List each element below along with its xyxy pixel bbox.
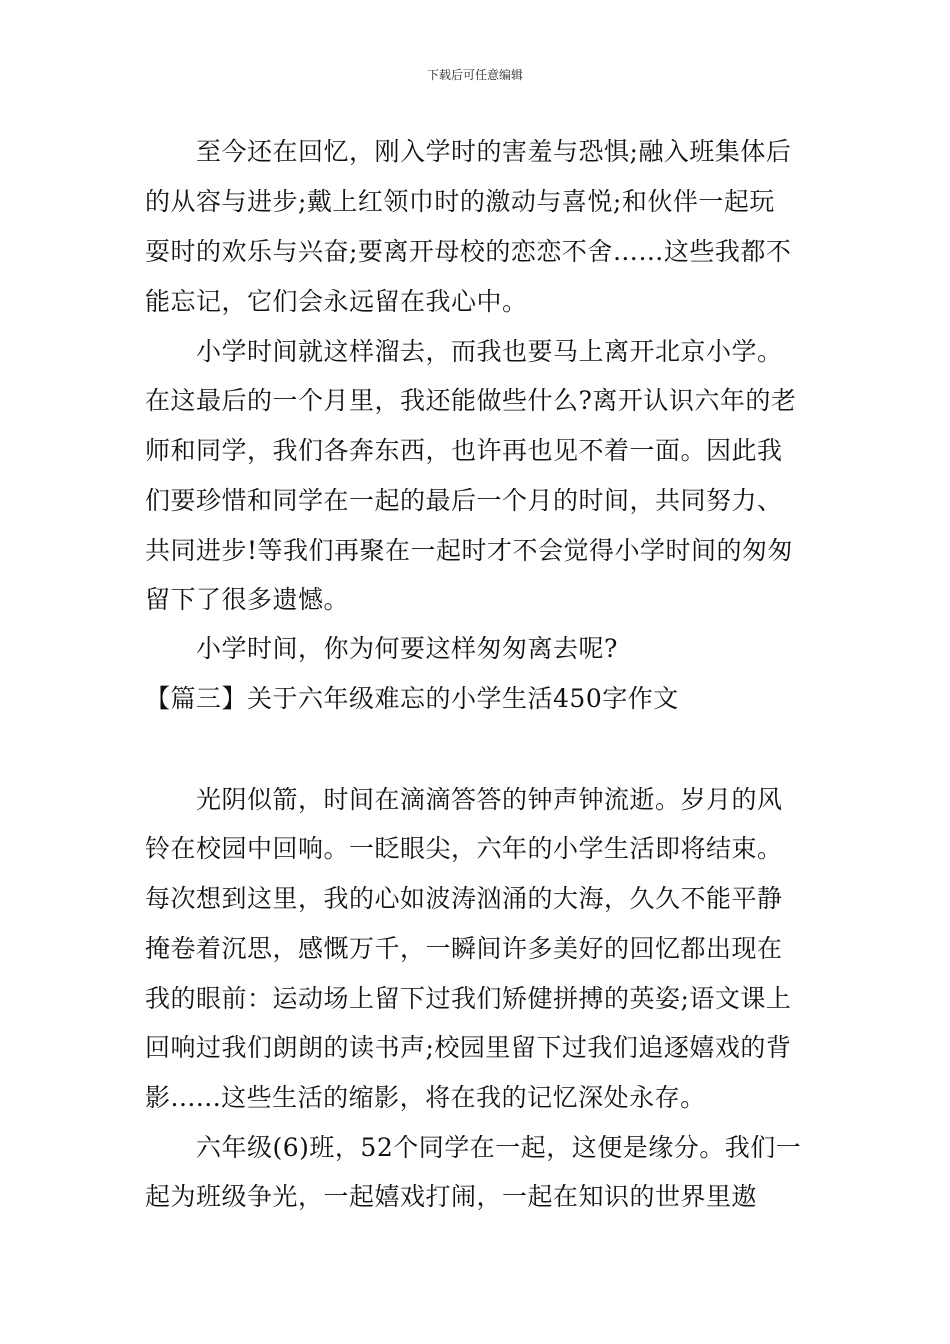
paragraph-line: 每次想到这里，我的心如波涛汹涌的大海，久久不能平静 (145, 884, 783, 913)
paragraph-line: 耍时的欢乐与兴奋;要离开母校的恋恋不舍……这些我都不 (145, 237, 792, 266)
paragraph-line: 影......这些生活的缩影，将在我的记忆深处永存。 (145, 1083, 706, 1112)
paragraph-line: 起为班级争光，一起嬉戏打闹，一起在知识的世界里遨 (145, 1182, 758, 1211)
paragraph-line: 铃在校园中回响。一眨眼尖，六年的小学生活即将结束。 (145, 834, 783, 863)
header-note: 下载后可任意编辑 (426, 68, 523, 82)
paragraph-line: 留下了很多遗憾。 (145, 585, 350, 614)
paragraph-line: 在这最后的一个月里，我还能做些什么?离开认识六年的老 (145, 386, 797, 415)
paragraph-line: 我的眼前：运动场上留下过我们矫健拼搏的英姿;语文课上 (145, 984, 792, 1013)
paragraph-line: 能忘记，它们会永远留在我心中。 (145, 287, 528, 316)
paragraph-line: 的从容与进步;戴上红领巾时的激动与喜悦;和伙伴一起玩 (145, 187, 775, 216)
paragraph-line: 掩卷着沉思，感慨万千，一瞬间许多美好的回忆都出现在 (145, 934, 783, 963)
paragraph-line: 共同进步!等我们再聚在一起时才不会觉得小学时间的匆匆 (145, 536, 794, 565)
paragraph-line: 至今还在回忆，刚入学时的害羞与恐惧;融入班集体后 (196, 137, 792, 166)
paragraph-line: 光阴似箭，时间在滴滴答答的钟声钟流逝。岁月的风 (196, 785, 783, 814)
paragraph-line: 们要珍惜和同学在一起的最后一个月的时间，共同努力、 (145, 486, 783, 515)
paragraph-line: 六年级(6)班，52个同学在一起，这便是缘分。我们一 (196, 1133, 802, 1162)
paragraph-line: 小学时间，你为何要这样匆匆离去呢? (196, 634, 618, 663)
paragraph-line: 回响过我们朗朗的读书声;校园里留下过我们追逐嬉戏的背 (145, 1033, 792, 1062)
paragraph-line: 小学时间就这样溜去，而我也要马上离开北京小学。 (196, 337, 783, 366)
section-heading: 【篇三】关于六年级难忘的小学生活450字作文 (145, 684, 679, 713)
paragraph-line: 师和同学，我们各奔东西，也许再也见不着一面。因此我 (145, 436, 783, 465)
